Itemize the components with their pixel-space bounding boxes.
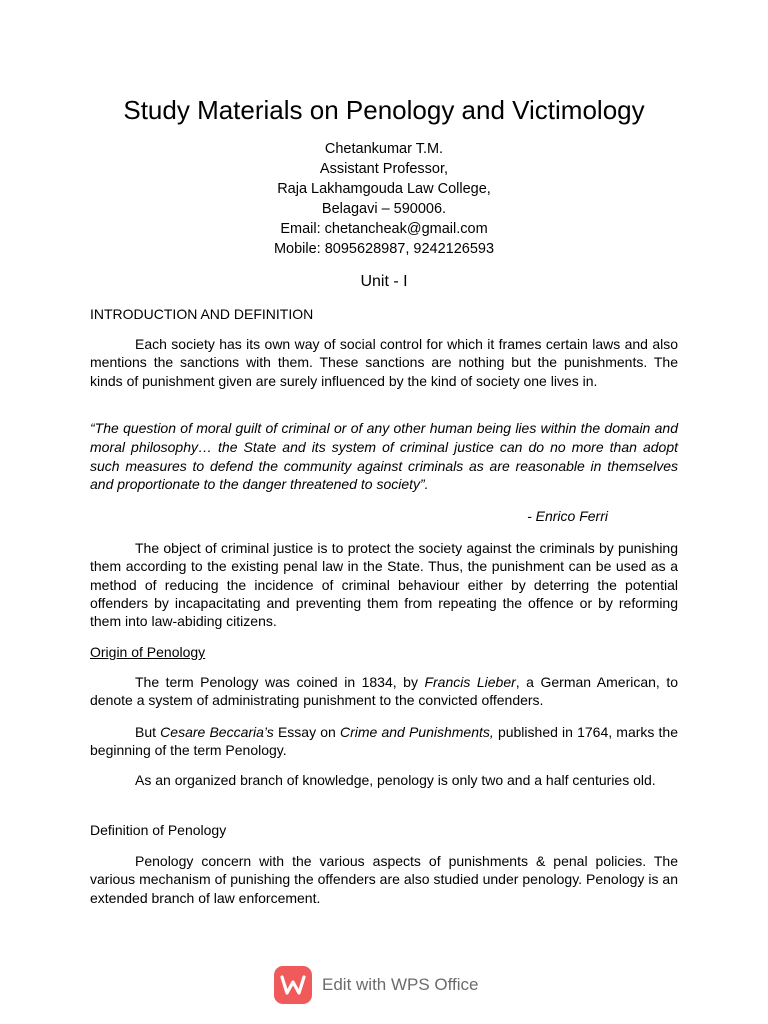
definition-heading: Definition of Penology	[90, 822, 227, 838]
origin-p2-before: But	[135, 724, 161, 740]
author-college: Raja Lakhamgouda Law College,	[277, 181, 491, 197]
ferri-quote: “The question of moral guilt of criminal or of any other human being lies within the domain and moral philosophy… the State and its system of criminal justice can do no more than adopt such measures to defend the community against criminals as are reasonable in themselves and proportionate to the danger threatened to society”.	[90, 420, 678, 493]
origin-heading: Origin of Penology	[90, 644, 206, 660]
intro-heading: INTRODUCTION AND DEFINITION	[90, 306, 314, 322]
wps-edit-banner[interactable]	[274, 964, 479, 1006]
origin-p1-after: , a German American, to denote a system of administrating punishment to the convicted offenders.	[90, 674, 678, 709]
author-email: Email: chetancheak@gmail.com	[280, 221, 488, 237]
page-title: Study Materials on Penology and Victimology	[123, 95, 645, 125]
origin-paragraph-3	[90, 771, 678, 789]
wps-w-glyph	[280, 974, 306, 996]
author-position: Assistant Professor,	[319, 161, 449, 177]
unit-heading: Unit - I	[360, 273, 408, 290]
intro-paragraph-text: Each society has its own way of social control for which it frames certain laws and also mentions the sanctions with them. These sanctions are nothing but the punishments. The kinds of punishment given are surely influenced by the kind of society one lives in.	[90, 336, 678, 389]
origin-p3-text: As an organized branch of knowledge, penology is only two and a half centuries old.	[135, 772, 656, 788]
quote-author: - Enrico Ferri	[527, 508, 608, 524]
author-city: Belagavi – 590006.	[321, 201, 447, 217]
origin-p2-italic-title: Crime and Punishments,	[339, 724, 494, 740]
origin-p1-before: The term Penology was coined in 1834, by	[135, 674, 425, 690]
criminal-justice-paragraph-text: The object of criminal justice is to protect the society against the criminals by punishing them according to the existing penal law in the State. Thus, the punishment can be used as a method of reducing the incidence of criminal behaviour either by deterring the potential offenders by incapacitating and preventing them from repeating the offence or by reforming them into law-abiding citizens.	[90, 540, 678, 630]
author-block	[0, 139, 768, 259]
author-name: Chetankumar T.M.	[324, 141, 444, 157]
origin-p2-after: published in 1764, marks the beginning of the term Penology.	[90, 724, 679, 759]
origin-paragraph-1	[90, 673, 678, 710]
definition-paragraph	[90, 852, 678, 907]
definition-paragraph-text: Penology concern with the various aspects of punishments & penal policies. The various mechanism of punishing the offenders are also studied under penology. Penology is an extended branch of law enforcement.	[90, 853, 678, 906]
origin-p2-italic-author: Cesare Beccaria’s	[160, 724, 274, 740]
origin-paragraph-2	[90, 723, 678, 760]
author-mobile: Mobile: 8095628987, 9242126593	[273, 241, 495, 257]
origin-p2-middle: Essay on	[273, 724, 340, 740]
origin-p1-italic: Francis Lieber	[424, 674, 516, 690]
wps-edit-label[interactable]: Edit with WPS Office	[322, 975, 479, 994]
wps-logo-icon[interactable]	[274, 966, 312, 1004]
criminal-justice-paragraph	[90, 539, 678, 630]
intro-paragraph	[90, 335, 678, 390]
